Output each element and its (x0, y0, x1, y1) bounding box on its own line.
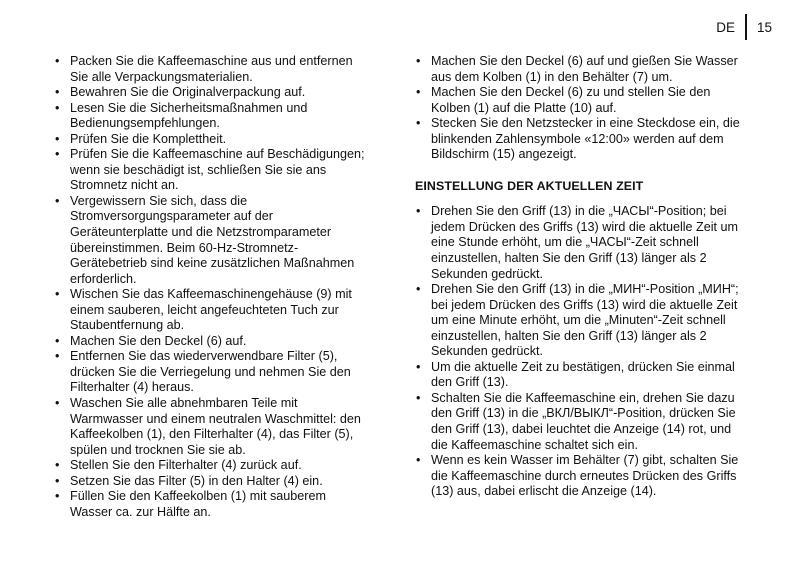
continued-list (413, 54, 748, 163)
list-item: • Packen Sie die Kaffeemaschine aus und entfernen Sie alle Verpackungsmaterialien. (52, 54, 367, 85)
list-item: • Drehen Sie den Griff (13) in die „ЧАСЫ“-Position; bei jedem Drücken des Griffs (13) wird die aktuelle Zeit um eine Stunde erhöht, um die „ЧАСЫ“-Zeit schnell einzustellen, halten Sie den Griff (13) länger als 2 Sekunden gedrückt. (413, 204, 748, 282)
page-header (716, 14, 772, 40)
list-item: • Entfernen Sie das wiederverwendbare Filter (5), drücken Sie die Verriegelung und nehmen Sie den Filterhalter (4) heraus. (52, 349, 367, 396)
language-code: DE (716, 19, 735, 35)
list-item: • Drehen Sie den Griff (13) in die „МИН“-Position „МИН“; bei jedem Drücken des Griffs (13) wird die aktuelle Zeit um eine Minute erhöht, um die „Minuten“-Zeit schnell einzustellen, halten Sie den Griff (13) länger als 2 Sekunden gedrückt. (413, 282, 748, 360)
right-column (413, 54, 748, 500)
list-item: • Prüfen Sie die Kaffeemaschine auf Beschädigungen; wenn sie beschädigt ist, schließen Sie sie ans Stromnetz nicht an. (52, 147, 367, 194)
left-column (52, 54, 367, 520)
list-item: • Waschen Sie alle abnehmbaren Teile mit Warmwasser und einem neutralen Waschmittel: den Kaffeekolben (1), den Filterhalter (4), das Filter (5), spülen und trocknen Sie sie ab. (52, 396, 367, 458)
list-item: • Machen Sie den Deckel (6) auf. (52, 334, 367, 350)
list-item: • Stellen Sie den Filterhalter (4) zurück auf. (52, 458, 367, 474)
list-item: • Vergewissern Sie sich, dass die Stromversorgungsparameter auf der Geräteunterplatte und die Netzstromparameter übereinstimmen. Beim 60-Hz-Stromnetz-Gerätebetrieb sind keine zusätzlichen Maßnahmen erforderlich. (52, 194, 367, 287)
section-heading: EINSTELLUNG DER AKTUELLEN ZEIT (415, 178, 644, 193)
list-item: • Wenn es kein Wasser im Behälter (7) gibt, schalten Sie die Kaffeemaschine durch erneutes Drücken des Griffs (13) aus, dabei erlischt die Anzeige (14). (413, 453, 748, 500)
page-number: 15 (756, 19, 772, 35)
header-divider (745, 14, 747, 40)
list-item: • Stecken Sie den Netzstecker in eine Steckdose ein, die blinkenden Zahlensymbole «12:00» werden auf dem Bildschirm (15) angezeigt. (413, 116, 748, 163)
list-item: • Machen Sie den Deckel (6) auf und gießen Sie Wasser aus dem Kolben (1) in den Behälter (7) um. (413, 54, 748, 85)
list-item: • Setzen Sie das Filter (5) in den Halter (4) ein. (52, 474, 367, 490)
list-item: • Schalten Sie die Kaffeemaschine ein, drehen Sie dazu den Griff (13) in die „ВКЛ/ВЫКЛ“-Position, drücken Sie den Griff (13), dabei leuchtet die Anzeige (14) rot, und die Kaffeemaschine schaltet sich ein. (413, 391, 748, 453)
list-item: • Bewahren Sie die Originalverpackung auf. (52, 85, 367, 101)
time-setting-list (413, 204, 748, 499)
list-item: • Wischen Sie das Kaffeemaschinengehäuse (9) mit einem sauberen, leicht angefeuchteten Tuch zur Staubentfernung ab. (52, 287, 367, 334)
preparation-list (52, 54, 367, 520)
list-item: • Füllen Sie den Kaffeekolben (1) mit sauberem Wasser ca. zur Hälfte an. (52, 489, 367, 520)
list-item: • Um die aktuelle Zeit zu bestätigen, drücken Sie einmal den Griff (13). (413, 360, 748, 391)
list-item: • Prüfen Sie die Komplettheit. (52, 132, 367, 148)
list-item: • Machen Sie den Deckel (6) zu und stellen Sie den Kolben (1) auf die Platte (10) auf. (413, 85, 748, 116)
list-item: • Lesen Sie die Sicherheitsmaßnahmen und Bedienungsempfehlungen. (52, 101, 367, 132)
